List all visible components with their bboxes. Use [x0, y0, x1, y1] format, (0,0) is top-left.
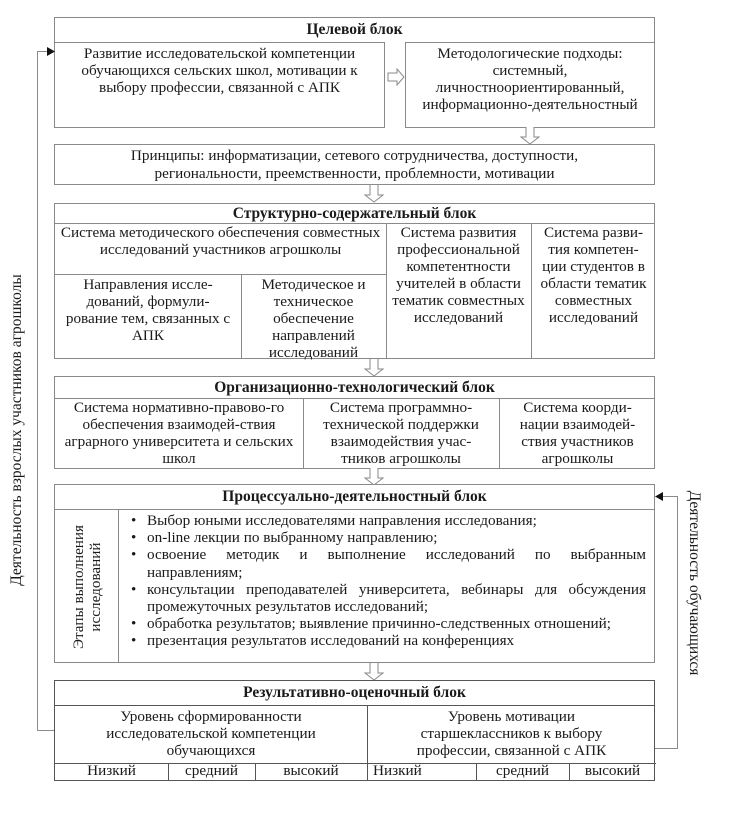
step-item: • презентация результатов исследований на конференциях	[119, 632, 646, 649]
process-block-title: Процессуально-деятельностный блок	[55, 485, 654, 510]
arrow-down-icon	[364, 185, 384, 203]
arrow-head-right-icon	[47, 47, 55, 56]
principles-box	[54, 144, 655, 185]
structural-block-title: Структурно-содержательный блок	[55, 204, 654, 224]
left-feedback-line	[37, 51, 38, 731]
process-block	[54, 484, 655, 663]
target-block-header	[54, 17, 655, 43]
principles-line-1: Принципы: информатизации, сетевого сотрудничества, доступности,	[130, 147, 579, 164]
stages-label-line-1: Этапы выполнения	[69, 524, 87, 649]
result-block	[54, 680, 655, 781]
target-block-title: Целевой блок	[306, 21, 403, 38]
arrow-down-icon	[520, 127, 540, 145]
directions-cell: Направления иссле-дований, формули-рование тем, связанных с АПК	[65, 276, 231, 344]
motivation-level-cell: Уровень мотивации старшеклассников к выбору профессии, связанной с АПК	[416, 708, 607, 759]
level-high-left: высокий	[283, 762, 339, 779]
arrow-down-icon	[364, 663, 384, 681]
normative-system-cell: Система нормативно-правово-го обеспечения взаимодей-ствия аграрного университета и сельских школ	[64, 399, 294, 467]
right-feedback-line	[677, 496, 678, 749]
steps-list	[119, 512, 646, 650]
target-block	[54, 17, 655, 128]
arrow-head-left-icon	[655, 492, 663, 501]
right-feedback-label: Деятельность обучающихся	[686, 490, 703, 676]
target-approaches-text: Методологические подходы: системный, личностноориентированный, информационно-деятельностный	[422, 45, 638, 113]
stages-label-line-2: исследований	[86, 541, 104, 632]
coordination-system-cell: Система коорди-нации взаимодей-ствия участников агрошколы	[519, 399, 636, 467]
level-mid-right: средний	[496, 762, 549, 779]
teachers-system-cell: Система развития профессиональной компетентности учителей в области тематик совместных исследований	[392, 224, 525, 326]
arrow-right-icon	[387, 68, 405, 86]
org-tech-block	[54, 376, 655, 469]
software-support-cell: Система программно-технической поддержки взаимодействия учас-тников агрошколы	[323, 399, 479, 467]
structural-block	[54, 203, 655, 359]
principles-line-2: региональности, преемственности, проблемности, мотивации	[154, 164, 555, 182]
target-goal-text: Развитие исследовательской компетенции обучающихся сельских школ, мотивации к выбору профессии, связанной с АПК	[81, 45, 358, 96]
left-feedback-label: Деятельность взрослых участников агрошколы	[8, 274, 25, 586]
org-tech-block-title: Организационно-технологический блок	[55, 377, 654, 399]
level-mid-left: средний	[185, 762, 238, 779]
target-goal-cell	[54, 42, 385, 128]
arrow-down-icon	[364, 359, 384, 377]
step-item: • освоение методик и выполнение исследований по выбранным направлениям;	[119, 546, 646, 580]
stages-side-label	[55, 510, 118, 663]
step-item: • Выбор юными исследователями направления исследования;	[119, 512, 646, 529]
method-support-cell: Методическое и техническое обеспечение направлений исследований	[261, 276, 366, 361]
step-item: • on-line лекции по выбранному направлению;	[119, 529, 646, 546]
level-high-right: высокий	[584, 762, 641, 779]
step-item: • консультации преподавателей университета, вебинары для обсуждения промежуточных результатов исследований;	[119, 581, 646, 615]
competence-level-cell: Уровень сформированности исследовательской компетенции обучающихся	[106, 708, 316, 759]
step-item: • обработка результатов; выявление причинно-следственных отношений;	[119, 615, 646, 632]
level-low-right: Низкий	[373, 762, 422, 779]
students-system-cell: Система разви-тия компетен-ции студентов в области тематик совместных исследований	[540, 224, 647, 326]
result-block-title: Результативно-оценочный блок	[55, 681, 654, 706]
method-system-cell: Система методического обеспечения совместных исследований участников агрошколы	[60, 224, 381, 258]
target-approaches-cell	[405, 42, 655, 128]
level-low-left: Низкий	[87, 762, 136, 779]
